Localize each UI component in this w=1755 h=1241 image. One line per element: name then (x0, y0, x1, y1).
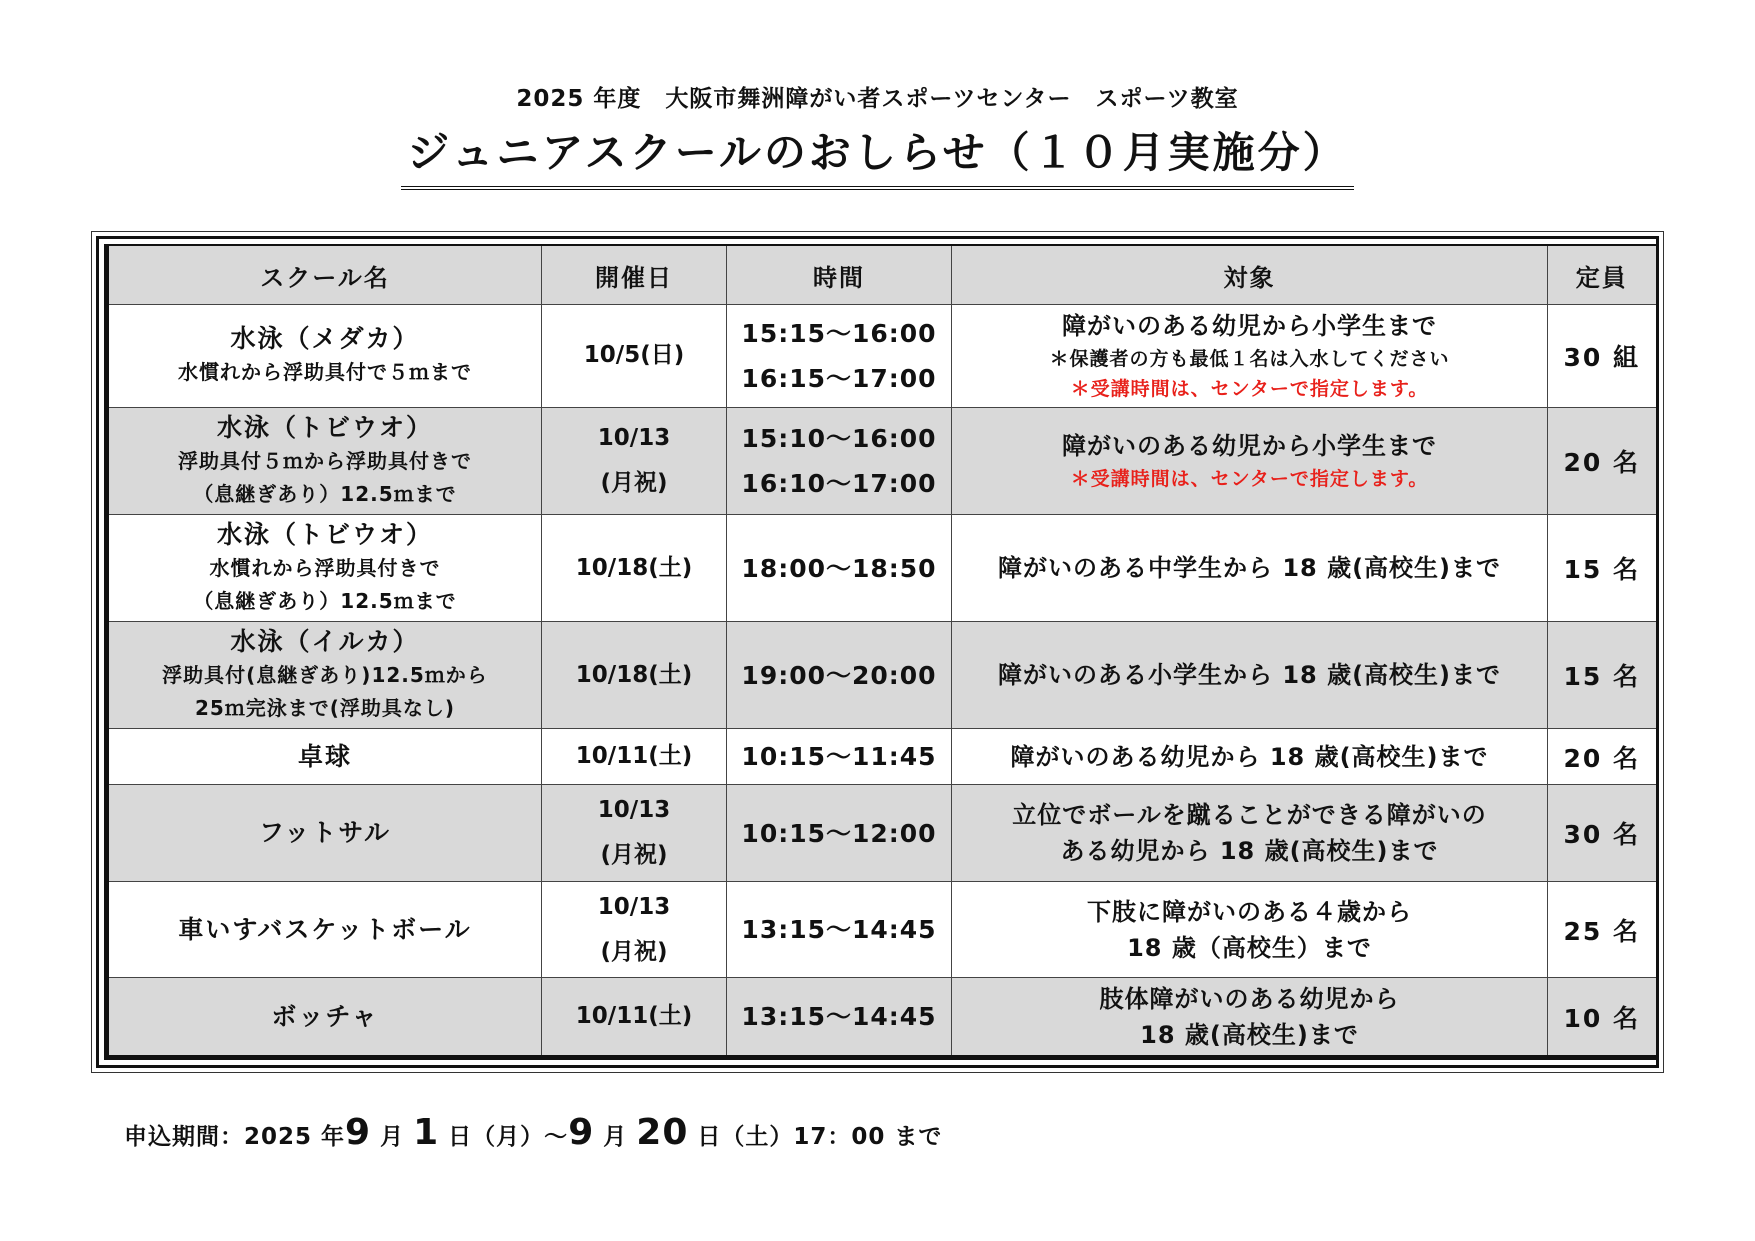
school-description: 浮助具付(息継ぎあり)12.5ｍから (162, 663, 488, 688)
school-name: ボッチャ (271, 1001, 379, 1031)
schedule-table-frame (96, 236, 1659, 1068)
target-text: 障がいのある幼児から小学生まで (1062, 431, 1437, 460)
page-title: ジュニアスクールのおしらせ（１０月実施分） (401, 120, 1353, 190)
table-row (107, 881, 1657, 978)
time-text: 16:15～17:00 (741, 363, 937, 393)
cell-date (542, 622, 727, 729)
cell-date (542, 407, 727, 514)
target-text: 下肢に障がいのある４歳から (1087, 897, 1412, 926)
target-text: 障がいのある幼児から小学生まで (1062, 311, 1437, 340)
cell-target (952, 305, 1548, 408)
cell-time (727, 514, 952, 621)
target-text: 障がいのある幼児から 18 歳(高校生)まで (1010, 742, 1489, 771)
cell-time (727, 407, 952, 514)
note-red-text: ＊受講時間は、センターで指定します。 (1070, 467, 1429, 490)
apply-end-rest: 日（土）17：00 まで (688, 1124, 943, 1150)
capacity-text: 25 名 (1548, 881, 1657, 978)
school-name: フットサル (258, 818, 391, 848)
table-row (107, 305, 1657, 408)
school-description: 浮助具付５ｍから浮助具付きで (178, 448, 472, 473)
cell-time (727, 622, 952, 729)
header-target: 対象 (952, 245, 1548, 305)
page-subtitle: 2025 年度 大阪市舞洲障がい者スポーツセンター スポーツ教室 (516, 86, 1239, 112)
table-row (107, 622, 1657, 729)
school-description: 水慣れから浮助具付きで (209, 556, 441, 581)
cell-school-name (107, 729, 542, 785)
target-text: 障がいのある中学生から 18 歳(高校生)まで (997, 554, 1502, 583)
header-time: 時間 (727, 245, 952, 305)
school-name: 水泳（トビウオ） (216, 412, 433, 442)
target-text: 立位でボールを蹴ることができる障がいの (1012, 801, 1487, 830)
apply-end-month-unit: 月 (594, 1124, 637, 1150)
cell-date (542, 305, 727, 408)
school-name: 水泳（イルカ） (230, 627, 420, 657)
date-text: (月祝) (600, 469, 668, 496)
target-text: 18 歳(高校生)まで (1140, 1020, 1359, 1049)
capacity-text: 15 名 (1548, 514, 1657, 621)
time-text: 13:15～14:45 (741, 1002, 937, 1032)
cell-target (952, 978, 1548, 1058)
school-description: （息継ぎあり）12.5ｍまで (193, 589, 457, 614)
cell-target (952, 729, 1548, 785)
time-text: 10:15～11:45 (741, 742, 937, 772)
cell-school-name (107, 305, 542, 408)
capacity-text: 15 名 (1548, 622, 1657, 729)
table-row (107, 514, 1657, 621)
table-row (107, 785, 1657, 882)
table-row (107, 407, 1657, 514)
date-text: 10/5(日) (583, 342, 685, 369)
date-text: 10/13 (597, 893, 671, 920)
header-date: 開催日 (542, 245, 727, 305)
apply-label: 申込期間：2025 年 (124, 1124, 346, 1150)
date-text: 10/11(土) (575, 743, 693, 770)
date-text: (月祝) (600, 938, 668, 965)
cell-date (542, 978, 727, 1058)
cell-school-name (107, 514, 542, 621)
schedule-table (104, 244, 1658, 1060)
capacity-text: 30 名 (1548, 785, 1657, 882)
header-capacity: 定員 (1548, 245, 1657, 305)
apply-month-unit: 月 (371, 1124, 414, 1150)
table-row (107, 729, 1657, 785)
header-school-name: スクール名 (107, 245, 542, 305)
apply-end-month: 9 (568, 1112, 595, 1153)
cell-time (727, 729, 952, 785)
cell-school-name (107, 978, 542, 1058)
school-name: 車いすバスケットボール (178, 914, 472, 944)
apply-start-rest: 日（月）～ (439, 1124, 569, 1150)
school-name: 水泳（トビウオ） (216, 520, 433, 550)
capacity-text: 20 名 (1548, 407, 1657, 514)
cell-date (542, 881, 727, 978)
date-text: 10/18(土) (575, 554, 693, 581)
time-text: 16:10～17:00 (741, 468, 937, 498)
school-name: 水泳（メダカ） (230, 324, 420, 354)
note-text: ＊保護者の方も最低１名は入水してください (1049, 347, 1450, 370)
cell-school-name (107, 407, 542, 514)
target-text: 肢体障がいのある幼児から (1099, 984, 1400, 1013)
application-period (124, 1112, 942, 1153)
time-text: 13:15～14:45 (741, 915, 937, 945)
apply-start-month: 9 (345, 1112, 372, 1153)
date-text: 10/13 (597, 797, 671, 824)
school-description: 25ｍ完泳まで(浮助具なし) (194, 696, 456, 721)
capacity-text: 30 組 (1548, 305, 1657, 408)
date-text: (月祝) (600, 842, 668, 869)
time-text: 10:15～12:00 (741, 818, 937, 848)
cell-school-name (107, 785, 542, 882)
school-description: （息継ぎあり）12.5ｍまで (193, 481, 457, 506)
school-description: 水慣れから浮助具付で５ｍまで (178, 360, 472, 385)
capacity-text: 20 名 (1548, 729, 1657, 785)
cell-target (952, 785, 1548, 882)
target-text: 障がいのある小学生から 18 歳(高校生)まで (997, 661, 1502, 690)
cell-school-name (107, 881, 542, 978)
capacity-text: 10 名 (1548, 978, 1657, 1058)
cell-time (727, 881, 952, 978)
table-header-row (107, 245, 1657, 305)
time-text: 15:10～16:00 (741, 423, 937, 453)
table-row (107, 978, 1657, 1058)
cell-target (952, 407, 1548, 514)
target-text: ある幼児から 18 歳(高校生)まで (1060, 837, 1439, 866)
apply-start-day: 1 (413, 1112, 440, 1153)
cell-time (727, 305, 952, 408)
date-text: 10/11(土) (575, 1003, 693, 1030)
cell-date (542, 514, 727, 621)
date-text: 10/18(土) (575, 661, 693, 688)
cell-target (952, 514, 1548, 621)
cell-target (952, 622, 1548, 729)
target-text: 18 歳（高校生）まで (1127, 933, 1372, 962)
school-name: 卓球 (297, 741, 352, 771)
apply-end-day: 20 (636, 1112, 689, 1153)
time-text: 18:00～18:50 (741, 553, 937, 583)
cell-target (952, 881, 1548, 978)
cell-date (542, 729, 727, 785)
cell-date (542, 785, 727, 882)
time-text: 15:15～16:00 (741, 318, 937, 348)
cell-time (727, 785, 952, 882)
time-text: 19:00～20:00 (741, 660, 937, 690)
date-text: 10/13 (597, 424, 671, 451)
cell-time (727, 978, 952, 1058)
note-red-text: ＊受講時間は、センターで指定します。 (1070, 377, 1429, 400)
cell-school-name (107, 622, 542, 729)
